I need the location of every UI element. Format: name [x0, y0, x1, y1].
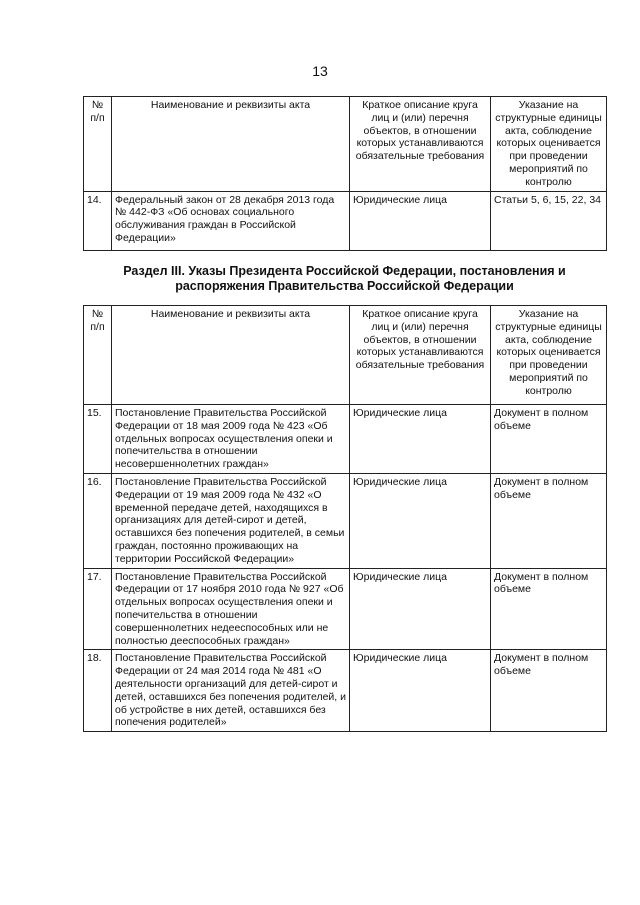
- row-num: 14.: [84, 191, 112, 250]
- header-desc: Краткое описание круга лиц и (или) перечня объектов, в отношении которых устанавливаются обязательные требования: [350, 306, 491, 405]
- row-ref: Статьи 5, 6, 15, 22, 34: [491, 191, 607, 250]
- table-header-row: [84, 306, 607, 405]
- row-ref: Документ в полном объеме: [491, 568, 607, 650]
- header-num: № п/п: [84, 97, 112, 192]
- row-desc: Юридические лица: [350, 191, 491, 250]
- table-row: [84, 405, 607, 474]
- row-act-name: Постановление Правительства Российской Федерации от 24 мая 2014 года № 481 «О деятельности организаций для детей-сирот и детей, оставшихся без попечения родителей, и об устройстве в них детей, оставшихся без попечения родителей»: [112, 650, 350, 732]
- acts-table-federal-law: [83, 96, 607, 251]
- header-name: Наименование и реквизиты акта: [112, 306, 350, 405]
- section-title: Раздел III. Указы Президента Российской Федерации, постановления и распоряжения Правительства Российской Федерации: [123, 264, 566, 293]
- row-num: 18.: [84, 650, 112, 732]
- row-num: 17.: [84, 568, 112, 650]
- row-ref: Документ в полном объеме: [491, 650, 607, 732]
- header-desc: Краткое описание круга лиц и (или) перечня объектов, в отношении которых устанавливаются обязательные требования: [350, 97, 491, 192]
- row-act-name: Федеральный закон от 28 декабря 2013 года № 442-ФЗ «Об основах социального обслуживания граждан в Российской Федерации»: [112, 191, 350, 250]
- header-name: Наименование и реквизиты акта: [112, 97, 350, 192]
- table-row: [84, 650, 607, 732]
- table-row: [84, 474, 607, 569]
- acts-table-section-3: [83, 305, 607, 732]
- row-num: 16.: [84, 474, 112, 569]
- header-ref: Указание на структурные единицы акта, соблюдение которых оценивается при проведении мероприятий по контролю: [491, 306, 607, 405]
- header-num: № п/п: [84, 306, 112, 405]
- header-ref: Указание на структурные единицы акта, соблюдение которых оценивается при проведении мероприятий по контролю: [491, 97, 607, 192]
- table-header-row: [84, 97, 607, 192]
- row-act-name: Постановление Правительства Российской Федерации от 18 мая 2009 года № 423 «Об отдельных вопросах осуществления опеки и попечительства в отношении несовершеннолетних граждан»: [112, 405, 350, 474]
- row-desc: Юридические лица: [350, 650, 491, 732]
- table-row: [84, 191, 607, 250]
- row-ref: Документ в полном объеме: [491, 474, 607, 569]
- row-act-name: Постановление Правительства Российской Федерации от 19 мая 2009 года № 432 «О временной передаче детей, находящихся в организациях для детей-сирот и детей, оставшихся без попечения родителей, в семьи граждан, постоянно проживающих на территории Российской Федерации»: [112, 474, 350, 569]
- table-row: [84, 568, 607, 650]
- row-desc: Юридические лица: [350, 568, 491, 650]
- row-desc: Юридические лица: [350, 405, 491, 474]
- row-num: 15.: [84, 405, 112, 474]
- row-desc: Юридические лица: [350, 474, 491, 569]
- page-number: 13: [312, 63, 328, 79]
- row-act-name: Постановление Правительства Российской Федерации от 17 ноября 2010 года № 927 «Об отдельных вопросах осуществления опеки и попечительства в отношении совершеннолетних недееспособных или не полностью дееспособных граждан»: [112, 568, 350, 650]
- row-ref: Документ в полном объеме: [491, 405, 607, 474]
